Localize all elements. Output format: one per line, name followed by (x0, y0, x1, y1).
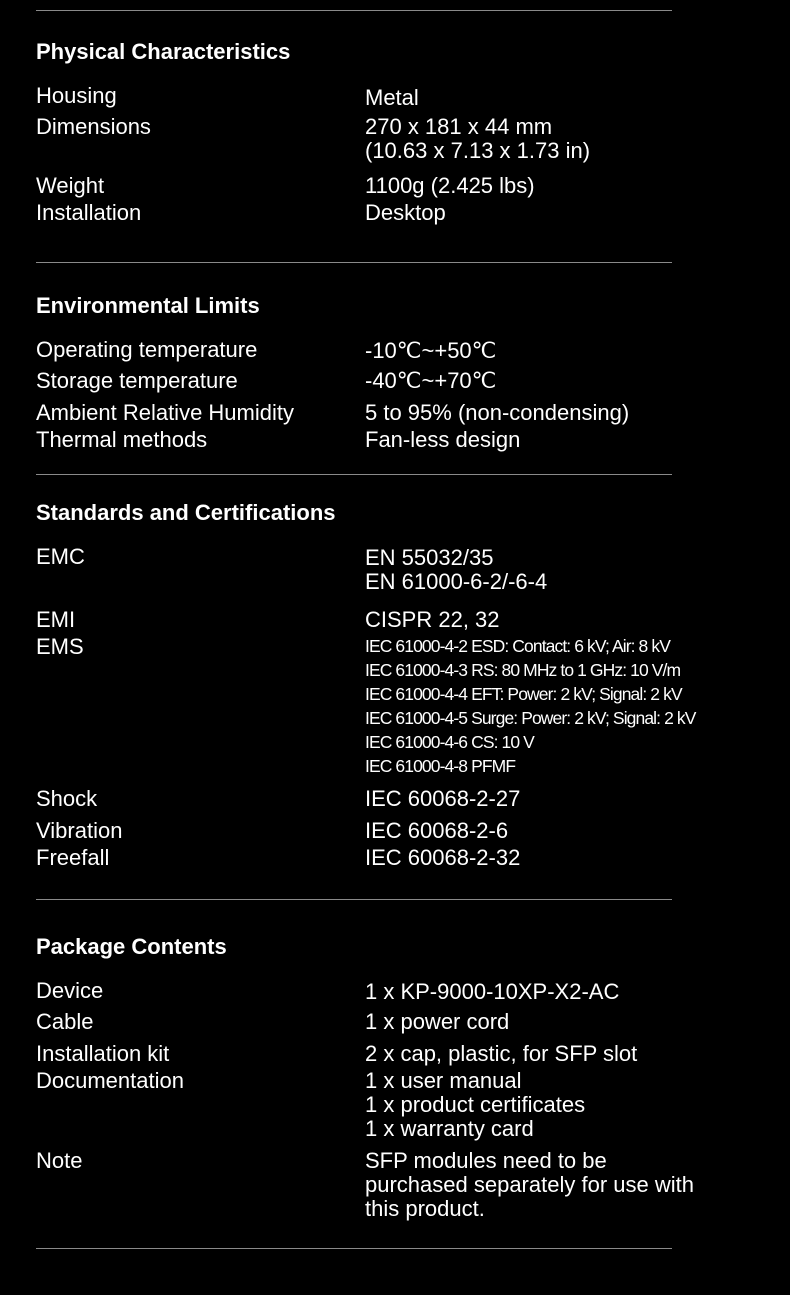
spec-value-line: IEC 61000-4-3 RS: 80 MHz to 1 GHz: 10 V/m (365, 660, 681, 680)
spec-value-line: 1 x warranty card (365, 1116, 534, 1141)
spec-value-storage-temperature (365, 369, 496, 393)
spec-value-line: IEC 60068-2-27 (365, 786, 521, 811)
spec-label-weight: Weight (36, 173, 105, 198)
spec-value-operating-temperature (365, 339, 496, 363)
spec-value-thermal-methods (365, 428, 520, 452)
spec-value-line: 1 x power cord (365, 1009, 510, 1034)
spec-value-line: SFP modules need to be (365, 1148, 607, 1173)
spec-value-line: (10.63 x 7.13 x 1.73 in) (365, 138, 591, 163)
divider (36, 474, 672, 475)
spec-value-documentation (365, 1069, 585, 1141)
spec-value-installation (365, 201, 446, 225)
spec-value-line: 1 x KP-9000-10XP-X2-AC (365, 979, 620, 1004)
spec-label-cable: Cable (36, 1009, 94, 1034)
spec-label-emc: EMC (36, 544, 85, 569)
spec-label-operating-temperature: Operating temperature (36, 337, 258, 362)
spec-value-line: IEC 61000-4-8 PFMF (365, 756, 516, 776)
spec-value-line: Fan-less design (365, 427, 521, 452)
spec-value-cable (365, 1010, 509, 1034)
spec-value-vibration (365, 819, 508, 843)
spec-value-weight (365, 174, 535, 198)
spec-value-line: -10℃~+50℃ (365, 338, 497, 363)
spec-label-dimensions: Dimensions (36, 114, 151, 139)
spec-value-line: EN 55032/35 (365, 545, 494, 570)
spec-label-freefall: Freefall (36, 845, 110, 870)
spec-label-note: Note (36, 1148, 83, 1173)
divider (36, 10, 672, 11)
spec-value-line: Metal (365, 85, 419, 110)
spec-value-installation-kit (365, 1042, 637, 1066)
spec-label-installation-kit: Installation kit (36, 1041, 170, 1066)
divider (36, 262, 672, 263)
spec-value-line: 1 x product certificates (365, 1092, 586, 1117)
spec-value-freefall (365, 846, 520, 870)
spec-value-line: CISPR 22, 32 (365, 607, 500, 632)
spec-label-vibration: Vibration (36, 818, 123, 843)
section-title-physical: Physical Characteristics (36, 39, 291, 64)
spec-label-installation: Installation (36, 200, 142, 225)
spec-label-emi: EMI (36, 607, 76, 632)
spec-label-documentation: Documentation (36, 1068, 184, 1093)
spec-value-line: IEC 61000-4-4 EFT: Power: 2 kV; Signal: 2 kV (365, 684, 682, 704)
section-title-package: Package Contents (36, 934, 227, 959)
spec-value-line: 5 to 95% (non-condensing) (365, 400, 630, 425)
spec-label-storage-temperature: Storage temperature (36, 368, 238, 393)
spec-label-thermal-methods: Thermal methods (36, 427, 208, 452)
spec-value-line: IEC 61000-4-2 ESD: Contact: 6 kV; Air: 8 kV (365, 636, 670, 656)
spec-value-line: -40℃~+70℃ (365, 368, 497, 393)
spec-value-note (365, 1149, 694, 1221)
spec-value-line: IEC 60068-2-6 (365, 818, 509, 843)
spec-label-humidity: Ambient Relative Humidity (36, 400, 294, 425)
spec-value-housing (365, 86, 419, 110)
spec-value-line: IEC 61000-4-5 Surge: Power: 2 kV; Signal: 2 kV (365, 708, 696, 728)
spec-value-line: 270 x 181 x 44 mm (365, 114, 553, 139)
spec-value-line: this product. (365, 1196, 485, 1221)
spec-label-shock: Shock (36, 786, 98, 811)
divider (36, 899, 672, 900)
spec-value-shock (365, 787, 520, 811)
spec-value-device (365, 980, 619, 1004)
spec-value-line: 2 x cap, plastic, for SFP slot (365, 1041, 638, 1066)
spec-value-line: purchased separately for use with (365, 1172, 694, 1197)
spec-value-line: Desktop (365, 200, 446, 225)
spec-value-line: EN 61000-6-2/-6-4 (365, 569, 548, 594)
spec-value-emi (365, 608, 500, 632)
spec-value-line: IEC 61000-4-6 CS: 10 V (365, 732, 534, 752)
spec-label-housing: Housing (36, 83, 117, 108)
spec-value-line: 1100g (2.425 lbs) (365, 173, 535, 198)
spec-value-dimensions (365, 115, 590, 163)
spec-value-humidity (365, 401, 629, 425)
spec-value-line: 1 x user manual (365, 1068, 522, 1093)
spec-value-line: IEC 60068-2-32 (365, 845, 521, 870)
section-title-standards: Standards and Certifications (36, 500, 336, 525)
spec-value-emc (365, 546, 547, 594)
divider (36, 1248, 672, 1249)
section-title-environmental: Environmental Limits (36, 293, 260, 318)
spec-value-ems (365, 634, 696, 778)
spec-label-ems: EMS (36, 634, 84, 659)
spec-label-device: Device (36, 978, 104, 1003)
